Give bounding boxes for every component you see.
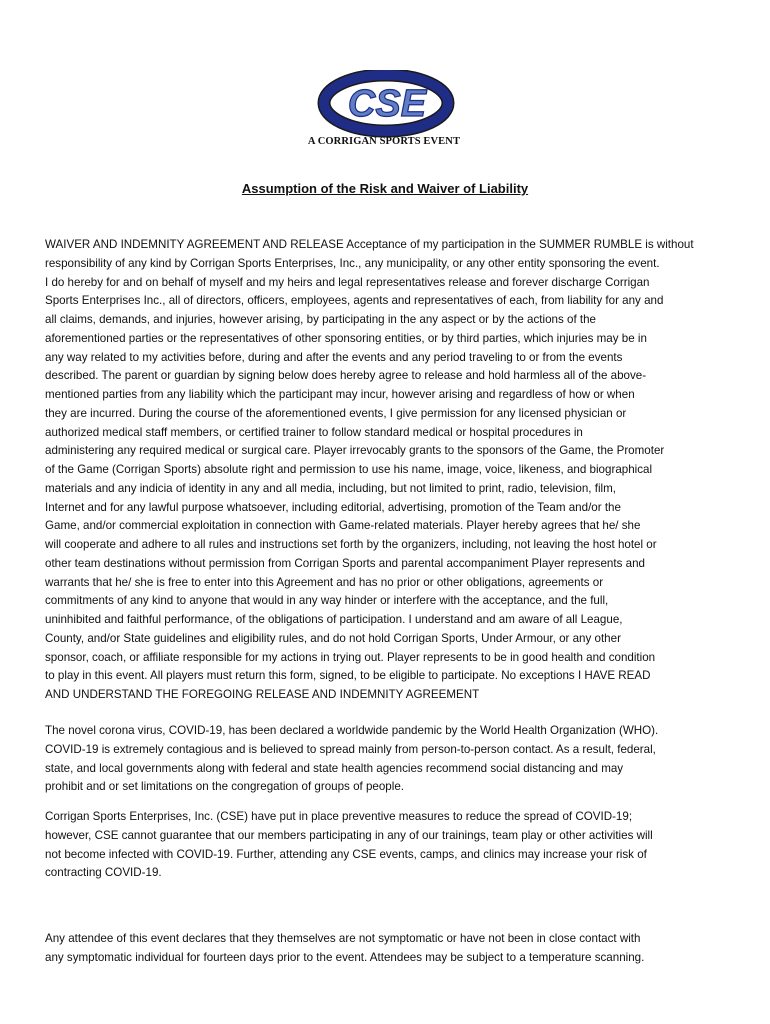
waiver-paragraph [45,236,728,705]
cse-measures-paragraph [45,808,728,883]
paragraph-line: Internet and for any lawful purpose whatsoever, including editorial, advertising, promotion of the Team and/or the [45,500,621,514]
paragraph-line: warrants that he/ she is free to enter into this Agreement and has no prior or other obligations, agreements or [45,575,604,589]
paragraph-line: AND UNDERSTAND THE FOREGOING RELEASE AND INDEMNITY AGREEMENT [45,688,480,701]
paragraph-line: state, and local governments along with federal and state health agencies recommend social distancing and may [45,761,624,775]
paragraph-line: administering any required medical or surgical care. Player irrevocably grants to the sponsors of the Game, the Promoter [45,444,665,458]
paragraph-line: to play in this event. All players must return this form, signed, to be eligible to participate. No exceptions I HAVE READ [45,669,651,683]
paragraph-line: uninhibited and faithful performance, of the obligations of participation. I understand and am aware of all League, [45,613,623,626]
paragraph-line: commitments of any kind to anyone that would in any way hinder or interfere with the acceptance, and the full, [45,594,609,608]
paragraph-line: Sports Enterprises Inc., all of directors, officers, employees, agents and representatives of each, from liability for any and [45,294,664,308]
paragraph-line: COVID-19 is extremely contagious and is believed to spread mainly from person-to-person contact. As a result, federal, [45,742,656,756]
paragraph-line: mentioned parties from any liability which the participant may incur, however arising and regardless of how or when [45,388,635,401]
paragraph-line: any symptomatic individual for fourteen days prior to the event. Attendees may be subject to a temperature scanning. [45,950,645,964]
paragraph-line: Game, and/or commercial exploitation in connection with Game-related materials. Player hereby agrees that he/ she [45,519,641,533]
paragraph-line: authorized medical staff members, or certified trainer to follow standard medical or hospital procedures in [45,425,583,439]
paragraph-line: other team destinations without permission from Corrigan Sports and parental accompaniment Player represents and [45,556,645,570]
paragraph-line: prohibit and or set limitations on the congregation of groups of people. [45,780,404,794]
cse-logo-letters: CSE [347,83,427,125]
paragraph-line: described. The parent or guardian by signing below does hereby agree to release and hold harmless all of the above- [45,369,647,383]
covid-paragraph [45,722,728,797]
paragraph-line: Corrigan Sports Enterprises, Inc. (CSE) have put in place preventive measures to reduce the spread of COVID-19; [45,810,633,823]
paragraph-line: any way related to my activities before, during and after the events and any period traveling to or from the events [45,350,623,364]
paragraph-line: County, and/or State guidelines and eligibility rules, and do not hold Corrigan Sports, Under Armour, or any other [45,631,621,645]
document-title: Assumption of the Risk and Waiver of Liability [241,181,529,196]
paragraph-line: responsibility of any kind by Corrigan Sports Enterprises, Inc., any municipality, or any other entity sponsoring the event. [45,256,660,270]
paragraph-line: however, CSE cannot guarantee that our members participating in any of our trainings, team play or other activities will [45,828,653,842]
paragraph-line: they are incurred. During the course of the aforementioned events, I give permission for any licensed physician or [45,406,627,420]
paragraph-line: materials and any indicia of identity in any and all media, including, but not limited to print, radio, television, film, [45,481,616,495]
paragraph-line: all claims, demands, and injuries, however arising, by participating in the any aspect or by the actions of the [45,313,596,326]
paragraph-line: contracting COVID-19. [45,866,162,880]
paragraph-line: WAIVER AND INDEMNITY AGREEMENT AND RELEASE Acceptance of my participation in the SUMMER RUMBLE is without [45,238,694,251]
paragraph-line: The novel corona virus, COVID-19, has been declared a worldwide pandemic by the World Health Organization (WHO). [45,724,659,737]
paragraph-line: not become infected with COVID-19. Further, attending any CSE events, camps, and clinics may increase your risk of [45,847,647,861]
paragraph-line: aforementioned parties or the representatives of other sponsoring entities, or by third parties, which injuries may be in [45,331,647,345]
attendee-declaration-paragraph [45,930,728,968]
paragraph-line: will cooperate and adhere to all rules and instructions set forth by the organizers, including, not leaving the host hotel or [45,538,657,551]
paragraph-line: sponsor, coach, or affiliate responsible for my actions in trying out. Player represents to be in good health and condition [45,650,656,664]
logo-caption: A CORRIGAN SPORTS EVENT [307,136,461,147]
paragraph-line: of the Game (Corrigan Sports) absolute right and permission to use his name, image, voice, likeness, and biographical [45,463,653,476]
paragraph-line: Any attendee of this event declares that they themselves are not symptomatic or have not been in close contact with [45,932,641,945]
paragraph-line: I do hereby for and on behalf of myself and my heirs and legal representatives release and forever discharge Corrigan [45,275,650,289]
